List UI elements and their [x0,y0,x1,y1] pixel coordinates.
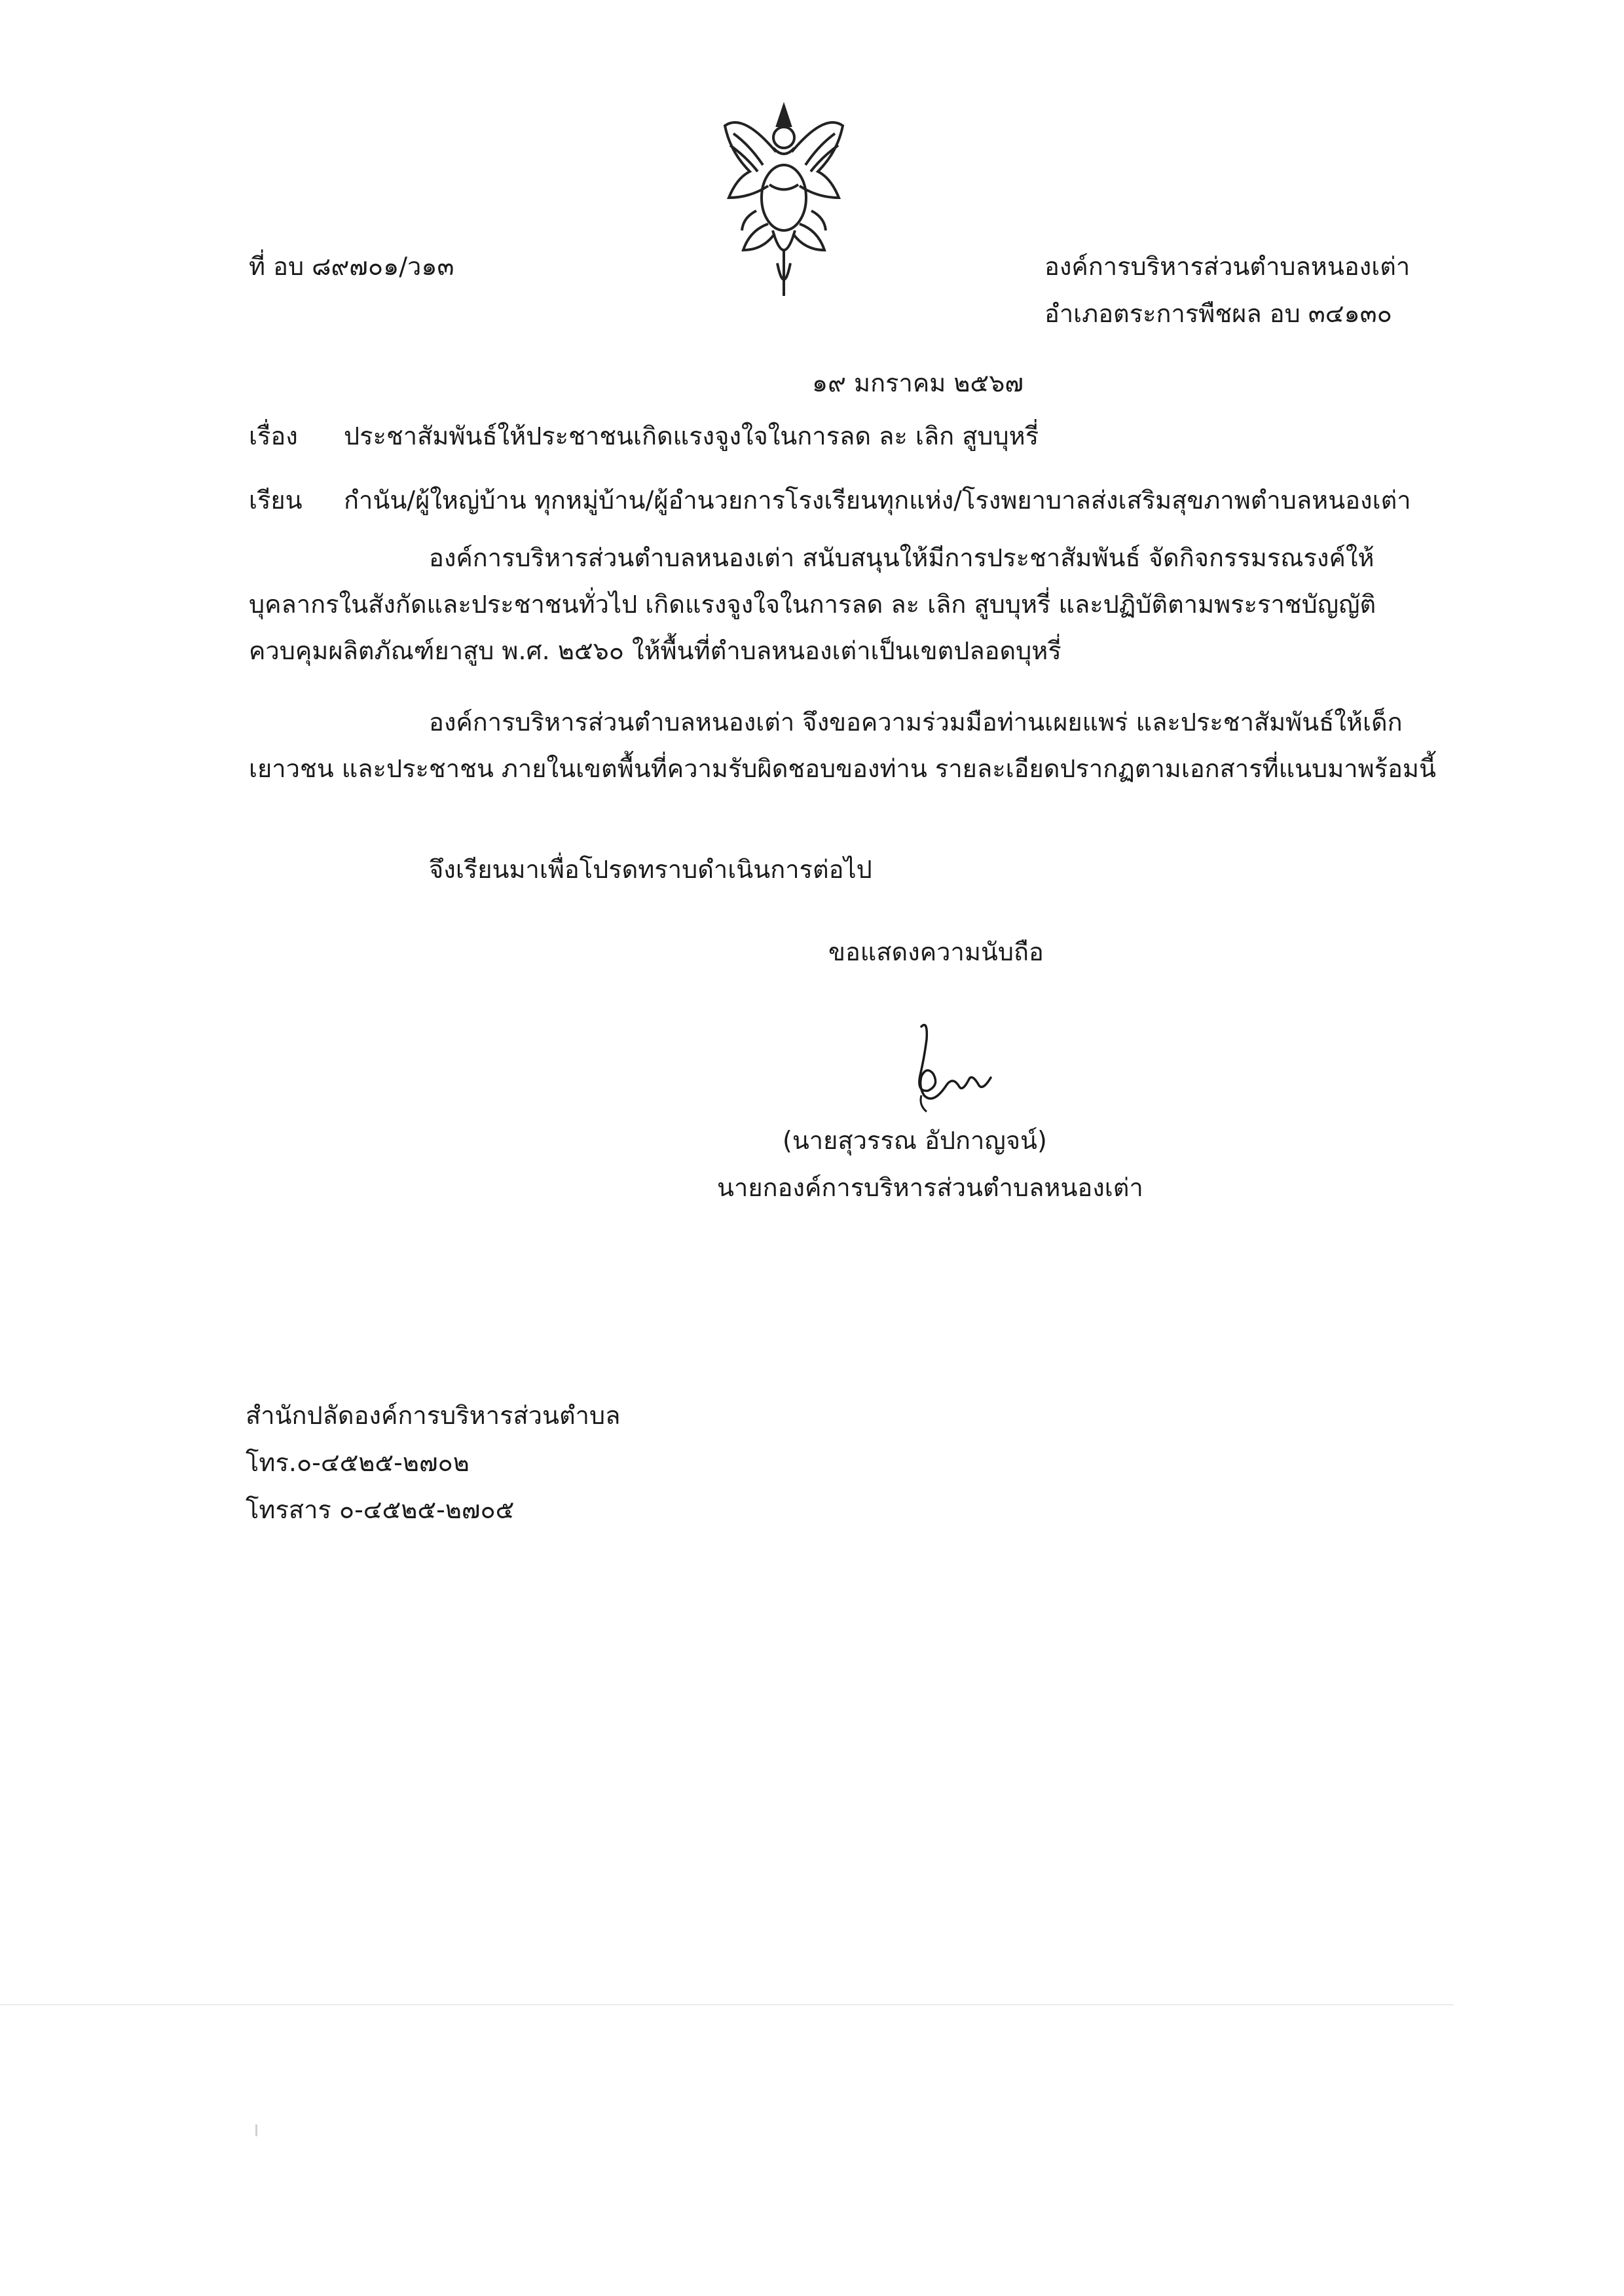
recipient-label: เรียน [249,486,303,515]
footer-fax: โทรสาร ๐-๔๕๒๕-๒๗๐๕ [246,1495,515,1524]
recipient-text: กำนัน/ผู้ใหญ่บ้าน ทุกหมู่บ้าน/ผู้อำนวยการโรงเรียนทุกแห่ง/โรงพยาบาลส่งเสริมสุขภาพตำบลหนองเต่า [344,486,1411,515]
document-number: ที่ อบ ๘๙๗๐๑/ว๑๓ [249,252,454,281]
closing-request: จึงเรียนมาเพื่อโปรดทราบดำเนินการต่อไป [429,855,872,884]
footer-phone: โทร.๐-๔๕๒๕-๒๗๐๒ [246,1448,470,1477]
document-date: ๑๙ มกราคม ๒๕๖๗ [812,369,1024,397]
subject-label: เรื่อง [249,422,298,450]
organization-name: องค์การบริหารส่วนตำบลหนองเต่า [1044,252,1411,281]
body-paragraph-1: องค์การบริหารส่วนตำบลหนองเต่า สนับสนุนให้มีการประชาสัมพันธ์ จัดกิจกรรมรณรงค์ให้บุคลากรในสังกัดและประชาชนทั่วไป เกิดแรงจูงใจในการลด ละ เลิก สูบบุหรี่ และปฏิบัติตามพระราชบัญญัติควบคุมผลิตภัณฑ์ยาสูบ พ.ศ. ๒๕๖๐ ให้พื้นที่ตำบลหนองเต่าเป็นเขตปลอดบุหรี่ [249,543,1376,665]
scan-artifact-mark [255,2124,257,2136]
footer-office: สำนักปลัดองค์การบริหารส่วนตำบล [246,1401,621,1430]
garuda-emblem-icon [717,100,851,302]
scan-artifact-line [0,2004,1454,2005]
subject-text: ประชาสัมพันธ์ให้ประชาชนเกิดแรงจูงใจในการลด ละ เลิก สูบบุหรี่ [344,422,1039,450]
organization-district: อำเภอตระการพืชผล อบ ๓๔๑๓๐ [1044,299,1392,328]
handwritten-signature-icon [881,1013,1012,1125]
signer-position: นายกองค์การบริหารส่วนตำบลหนองเต่า [717,1173,1143,1202]
body-paragraph-2: องค์การบริหารส่วนตำบลหนองเต่า จึงขอความร่วมมือท่านเผยแพร่ และประชาสัมพันธ์ให้เด็กเยาวชน และประชาชน ภายในเขตพื้นที่ความรับผิดชอบของท่าน รายละเอียดปรากฏตามเอกสารที่แนบมาพร้อมนี้ [249,708,1436,783]
courtesy-closing: ขอแสดงความนับถือ [828,938,1044,966]
signer-name: (นายสุวรรณ อัปกาญจน์) [783,1126,1047,1155]
